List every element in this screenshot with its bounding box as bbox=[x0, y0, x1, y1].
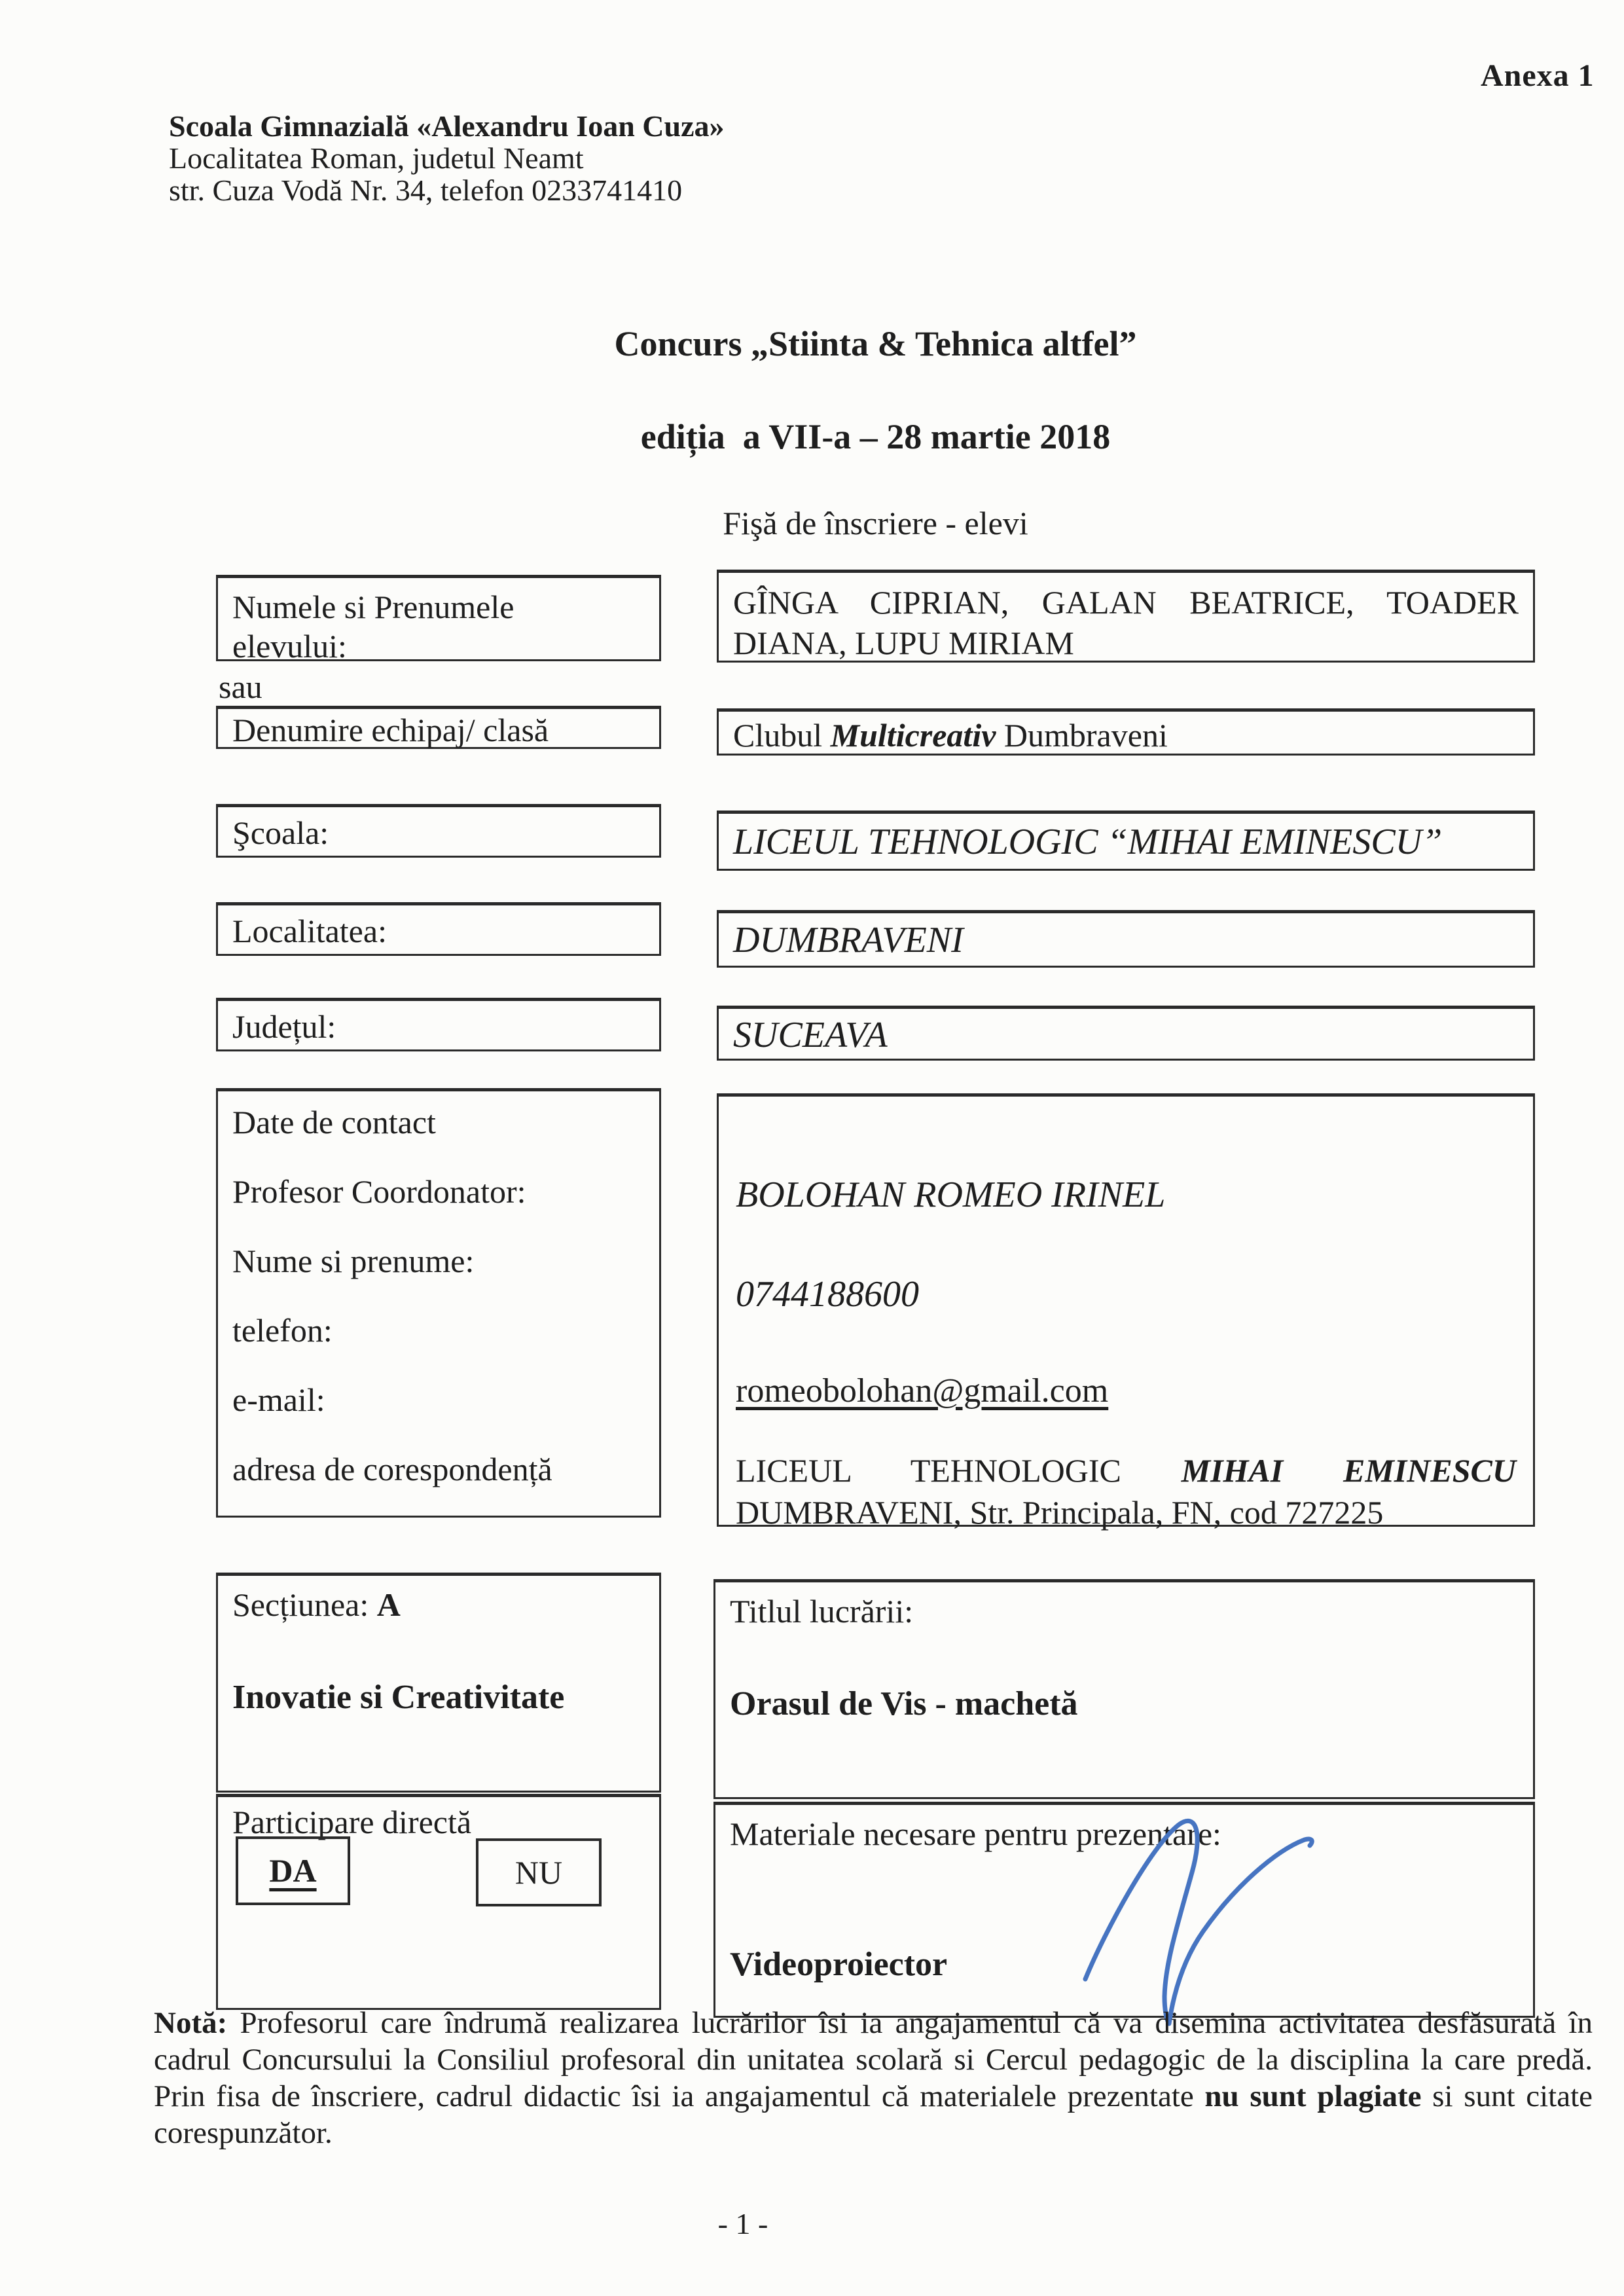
participation-label: Participare directă bbox=[232, 1804, 472, 1840]
contact-value-box bbox=[717, 1093, 1535, 1531]
contact-label-box bbox=[216, 1088, 661, 1518]
section-category: Inovatie si Creativitate bbox=[232, 1679, 565, 1716]
materials-label: Materiale necesare pentru prezentare: bbox=[730, 1815, 1221, 1852]
contact-phone-label: telefon: bbox=[232, 1312, 333, 1349]
county-label-box bbox=[216, 998, 661, 1051]
form-title: Fişă de înscriere - elevi bbox=[723, 505, 1028, 541]
competition-title: Concurs „Stiinta & Tehnica altfel” bbox=[614, 324, 1137, 363]
contact-name-label: Nume si prenume: bbox=[232, 1243, 475, 1279]
locality-value-box bbox=[717, 910, 1535, 968]
locality-label-box bbox=[216, 902, 661, 956]
coordinator-name-value: BOLOHAN ROMEO IRINEL bbox=[736, 1175, 1166, 1215]
coordinator-phone-value: 0744188600 bbox=[736, 1274, 919, 1315]
contact-coordinator-label: Profesor Coordonator: bbox=[232, 1173, 526, 1210]
contact-address-label: adresa de corespondență bbox=[232, 1451, 552, 1487]
school-label-box bbox=[216, 804, 661, 858]
county-label: Județul: bbox=[232, 1008, 336, 1045]
page-number: - 1 - bbox=[717, 2207, 768, 2240]
signature bbox=[1069, 1810, 1337, 2033]
footer-note bbox=[154, 2005, 1593, 2151]
contact-box-title: Date de contact bbox=[232, 1104, 436, 1140]
correspondence-address-line2: DUMBRAVENI, Str. Principala, FN, cod 727225 bbox=[736, 1494, 1384, 1531]
letterhead-locality: Localitatea Roman, judetul Neamt bbox=[169, 141, 584, 175]
participation-no-checkbox[interactable] bbox=[476, 1838, 602, 1906]
correspondence-address-line1 bbox=[736, 1449, 1516, 1491]
student-names-line2: DIANA, LUPU MIRIAM bbox=[733, 625, 1074, 661]
section-label bbox=[232, 1585, 645, 1624]
county-value-box bbox=[717, 1006, 1535, 1061]
school-value: LICEUL TEHNOLOGIC “MIHAI EMINESCU” bbox=[733, 822, 1443, 862]
school-label: Şcoala: bbox=[232, 814, 329, 851]
contact-email-label: e-mail: bbox=[232, 1381, 325, 1418]
team-value-prefix: Clubul bbox=[733, 717, 831, 754]
note-label: Notă: bbox=[154, 2006, 228, 2040]
team-value-club-name: Multicreativ bbox=[830, 717, 996, 754]
student-name-value-box bbox=[717, 570, 1535, 663]
letterhead bbox=[169, 110, 725, 206]
materials-value: Videoproiector bbox=[730, 1946, 948, 1983]
participation-yes-label: DA bbox=[269, 1852, 317, 1889]
student-names-line1: GÎNGA CIPRIAN, GALAN BEATRICE, TOADER bbox=[733, 584, 1519, 621]
section-label-prefix: Secțiunea: bbox=[232, 1586, 377, 1623]
team-value-box bbox=[717, 708, 1535, 756]
work-title-box bbox=[713, 1579, 1535, 1799]
work-title-value: Orasul de Vis - machetă bbox=[730, 1685, 1078, 1722]
locality-value: DUMBRAVENI bbox=[733, 920, 964, 960]
participation-no-label: NU bbox=[514, 1854, 563, 1891]
team-value-suffix: Dumbraveni bbox=[996, 717, 1168, 754]
section-letter: A bbox=[376, 1586, 401, 1623]
letterhead-school-name: Scoala Gimnazială «Alexandru Ioan Cuza» bbox=[169, 109, 725, 143]
student-name-label-line1: Numele si Prenumele bbox=[232, 589, 514, 625]
note-body-start: Profesorul care îndrumă realizarea lucrărilor îsi ia angajamentul că va disemina activitatea desfăsurată în cadrul Concursului la Consiliul profesoral din unitatea scolară si Cercul pedagogic de la disciplina la care predă. Prin fisa de înscriere, cadrul didactic îsi ia angajamentul că materialele prezentate bbox=[154, 2006, 1593, 2113]
school-value-box bbox=[717, 811, 1535, 871]
work-title-label: Titlul lucrării: bbox=[730, 1593, 914, 1630]
letterhead-address: str. Cuza Vodă Nr. 34, telefon 0233741410 bbox=[169, 173, 683, 207]
participation-yes-checkbox[interactable] bbox=[236, 1836, 350, 1905]
section-label-box bbox=[216, 1573, 661, 1793]
address-school-name: MIHAI EMINESCU bbox=[1181, 1452, 1516, 1489]
correspondence-address bbox=[736, 1449, 1516, 1533]
student-name-label-box bbox=[216, 575, 661, 665]
team-label-box bbox=[216, 706, 661, 749]
team-value bbox=[719, 712, 1533, 759]
address-school-type: LICEUL TEHNOLOGIC bbox=[736, 1452, 1182, 1489]
coordinator-email-value: romeobolohan@gmail.com bbox=[736, 1372, 1109, 1410]
signature-stroke bbox=[1085, 1821, 1312, 2024]
locality-label: Localitatea: bbox=[232, 913, 387, 949]
note-body-end: si sunt citate corespunzător. bbox=[154, 2079, 1593, 2150]
team-label: Denumire echipaj/ clasă bbox=[232, 712, 549, 748]
county-value: SUCEAVA bbox=[733, 1015, 888, 1055]
participation-label-box bbox=[216, 1794, 661, 2010]
or-label: sau bbox=[219, 668, 262, 705]
note-no-plagiarism: nu sunt plagiate bbox=[1204, 2079, 1422, 2113]
annex-label: Anexa 1 bbox=[1481, 58, 1595, 93]
materials-box bbox=[713, 1802, 1535, 2018]
edition-title: ediția a VII-a – 28 martie 2018 bbox=[640, 417, 1111, 456]
student-name-label-line2: elevului: bbox=[232, 628, 347, 665]
